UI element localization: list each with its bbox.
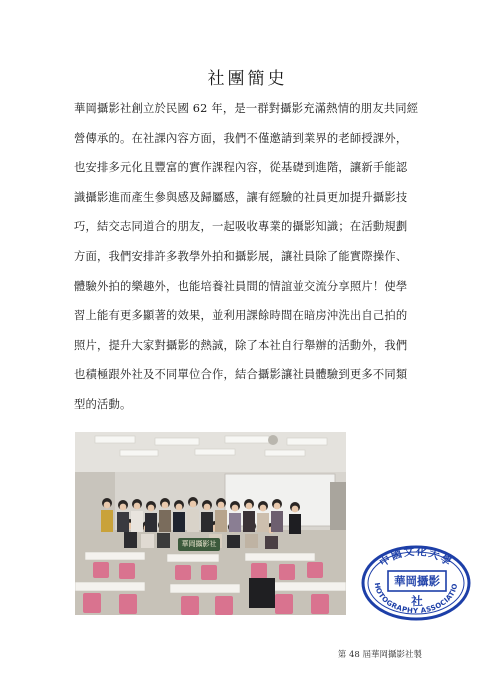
- club-seal: [361, 545, 471, 621]
- seal-center-text: 華岡攝影社: [394, 574, 440, 608]
- page-footer: 第 48 屆華岡攝影社製: [337, 650, 422, 660]
- paragraph-line: 體驗外拍的樂趣外，也能培養社員間的情誼並交流分享照片！使學: [74, 279, 408, 293]
- paragraph-line: 也安排多元化且豐富的實作課程內容，從基礎到進階，讓新手能認: [74, 161, 408, 175]
- seal-top-textpath: 中國文化大學: [377, 545, 455, 570]
- paragraph-line: 習上能有更多顯著的效果，並利用課餘時間在暗房沖洗出自己拍的: [74, 309, 408, 323]
- page-title: 社團簡史: [207, 69, 288, 89]
- group-photo-illustration: [75, 432, 346, 615]
- history-paragraph: [74, 94, 421, 420]
- club-group-photo: [75, 432, 346, 615]
- seal-bottom-textpath: HOTOGRAPHY ASSOCIATIO: [372, 582, 460, 616]
- paragraph-line: 營傳承的。在社課內容方面，我們不僅邀請到業界的老師授課外，: [74, 131, 408, 145]
- paragraph-line: 照片，提升大家對攝影的熱誠，除了本社自行舉辦的活動外，我們: [74, 338, 408, 352]
- paragraph-line: 識攝影進而產生參與感及歸屬感，讓有經驗的社員更加提升攝影技: [74, 190, 408, 204]
- paragraph-line: 巧，結交志同道合的朋友，一起吸收專業的攝影知識；在活動規劃: [74, 220, 408, 234]
- paragraph-line: 華岡攝影社創立於民國 62 年，是一群對攝影充滿熱情的朋友共同經: [74, 102, 419, 115]
- paragraph-line: 型的活動。: [74, 397, 132, 411]
- paragraph-line: 也積極跟外社及不同單位合作，結合攝影讓社員體驗到更多不同類: [74, 368, 408, 382]
- photo-club-sign: 華岡攝影社: [178, 538, 220, 551]
- paragraph-line: 方面，我們安排許多教學外拍和攝影展，讓社員除了能實際操作、: [74, 249, 408, 263]
